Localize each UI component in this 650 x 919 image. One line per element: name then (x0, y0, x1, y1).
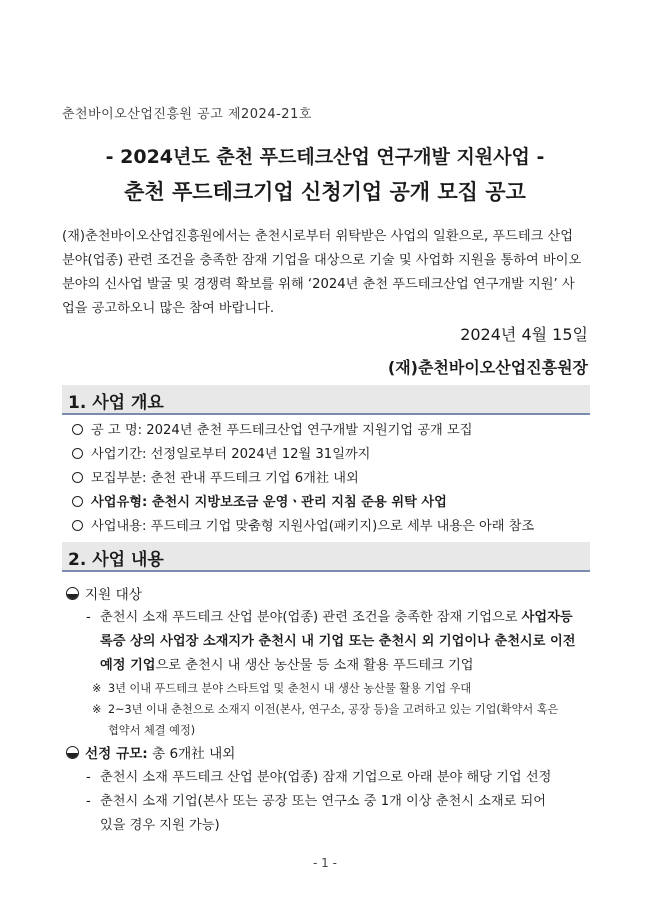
overview-item: 모집부분: 춘천 관내 푸드테크 기업 6개社 내외 (72, 467, 359, 486)
scale-item: - 춘천시 소재 푸드테크 산업 분야(업종) 잠재 기업으로 아래 분야 해당 기업 선정 (86, 766, 590, 790)
circle-bullet-icon (72, 520, 83, 531)
notice-number: 춘천바이오산업진흥원 공고 제2024-21호 (62, 107, 312, 122)
overview-item: 사업기간: 선정일로부터 2024년 12월 31일까지 (72, 443, 370, 462)
title-line-2: 춘천 푸드테크기업 신청기업 공개 모집 공고 (124, 180, 526, 204)
section-title: 2. 사업 내용 (68, 550, 164, 570)
intro-line: 분야(업종) 관련 조건을 충족한 잠재 기업을 대상으로 기술 및 사업화 지원을 통하여 바이오 (62, 253, 582, 268)
circle-bullet-icon (72, 472, 83, 483)
half-circle-bullet-icon (66, 746, 79, 759)
subheading-target: 지원 대상 (66, 583, 142, 603)
overview-item: 사업유형: 춘천시 지방보조금 운영ㆍ관리 지침 준용 위탁 사업 (72, 491, 447, 510)
circle-bullet-icon (72, 448, 83, 459)
intro-line: 업을 공고하오니 많은 참여 바랍니다. (62, 301, 275, 316)
circle-bullet-icon (72, 424, 83, 435)
reference-mark: ※ (92, 703, 102, 716)
text-line: 춘천시 소재 푸드테크 산업 분야(업종) 관련 조건을 충족한 잠재 기업으로 사업자등 (100, 610, 573, 625)
dash-marker: - (86, 794, 91, 809)
dash-marker: - (86, 610, 91, 625)
intro-line: (재)춘천바이오산업진흥원에서는 춘천시로부터 위탁받은 사업의 일환으로, 푸드테크 산업 (62, 229, 573, 244)
intro-line: 분야의 신사업 발굴 및 경쟁력 확보를 위해 ‘2024년 춘천 푸드테크산업 연구개발 지원’ 사 (62, 277, 575, 292)
section-header-overview (62, 385, 590, 415)
intro-paragraph (62, 225, 590, 321)
half-circle-bullet-icon (66, 587, 79, 600)
dash-marker: - (86, 770, 91, 785)
section-title: 1. 사업 개요 (68, 393, 164, 413)
text-line: 예정 기업으로 춘천시 내 생산 농산물 등 소재 활용 푸드테크 기업 (100, 658, 474, 673)
overview-item: 사업내용: 푸드테크 기업 맞춤형 지원사업(패키지)으로 세부 내용은 아래 참조 (72, 515, 534, 534)
section-header-content (62, 542, 590, 572)
circle-bullet-icon (72, 496, 83, 507)
target-description (86, 606, 590, 678)
organization-name: (재)춘천바이오산업진흥원장 (387, 358, 588, 377)
page-number: - 1 - (313, 856, 337, 870)
note-item: ※ 3년 이내 푸드테크 분야 스타트업 및 춘천시 내 생산 농산물 활용 기업 우대 (92, 678, 590, 699)
announcement-date: 2024년 4월 15일 (460, 325, 588, 344)
title-line-1: - 2024년도 춘천 푸드테크산업 연구개발 지원사업 - (105, 146, 545, 168)
note-item: ※ 2~3년 이내 춘천으로 소재지 이전(본사, 연구소, 공장 등)을 고려하고 있는 기업(확약서 혹은 협약서 체결 예정) (92, 699, 590, 741)
reference-mark: ※ (92, 682, 102, 695)
subheading-scale: 선정 규모: 총 6개社 내외 (66, 742, 235, 762)
overview-item: 공 고 명: 2024년 춘천 푸드테크산업 연구개발 지원기업 공개 모집 (72, 419, 472, 438)
scale-item: - 춘천시 소재 기업(본사 또는 공장 또는 연구소 중 1개 이상 춘천시 소재로 되어 있을 경우 지원 가능) (86, 790, 590, 838)
text-line: 록증 상의 사업장 소재지가 춘천시 내 기업 또는 춘천시 외 기업이나 춘천시로 이전 (100, 634, 576, 649)
